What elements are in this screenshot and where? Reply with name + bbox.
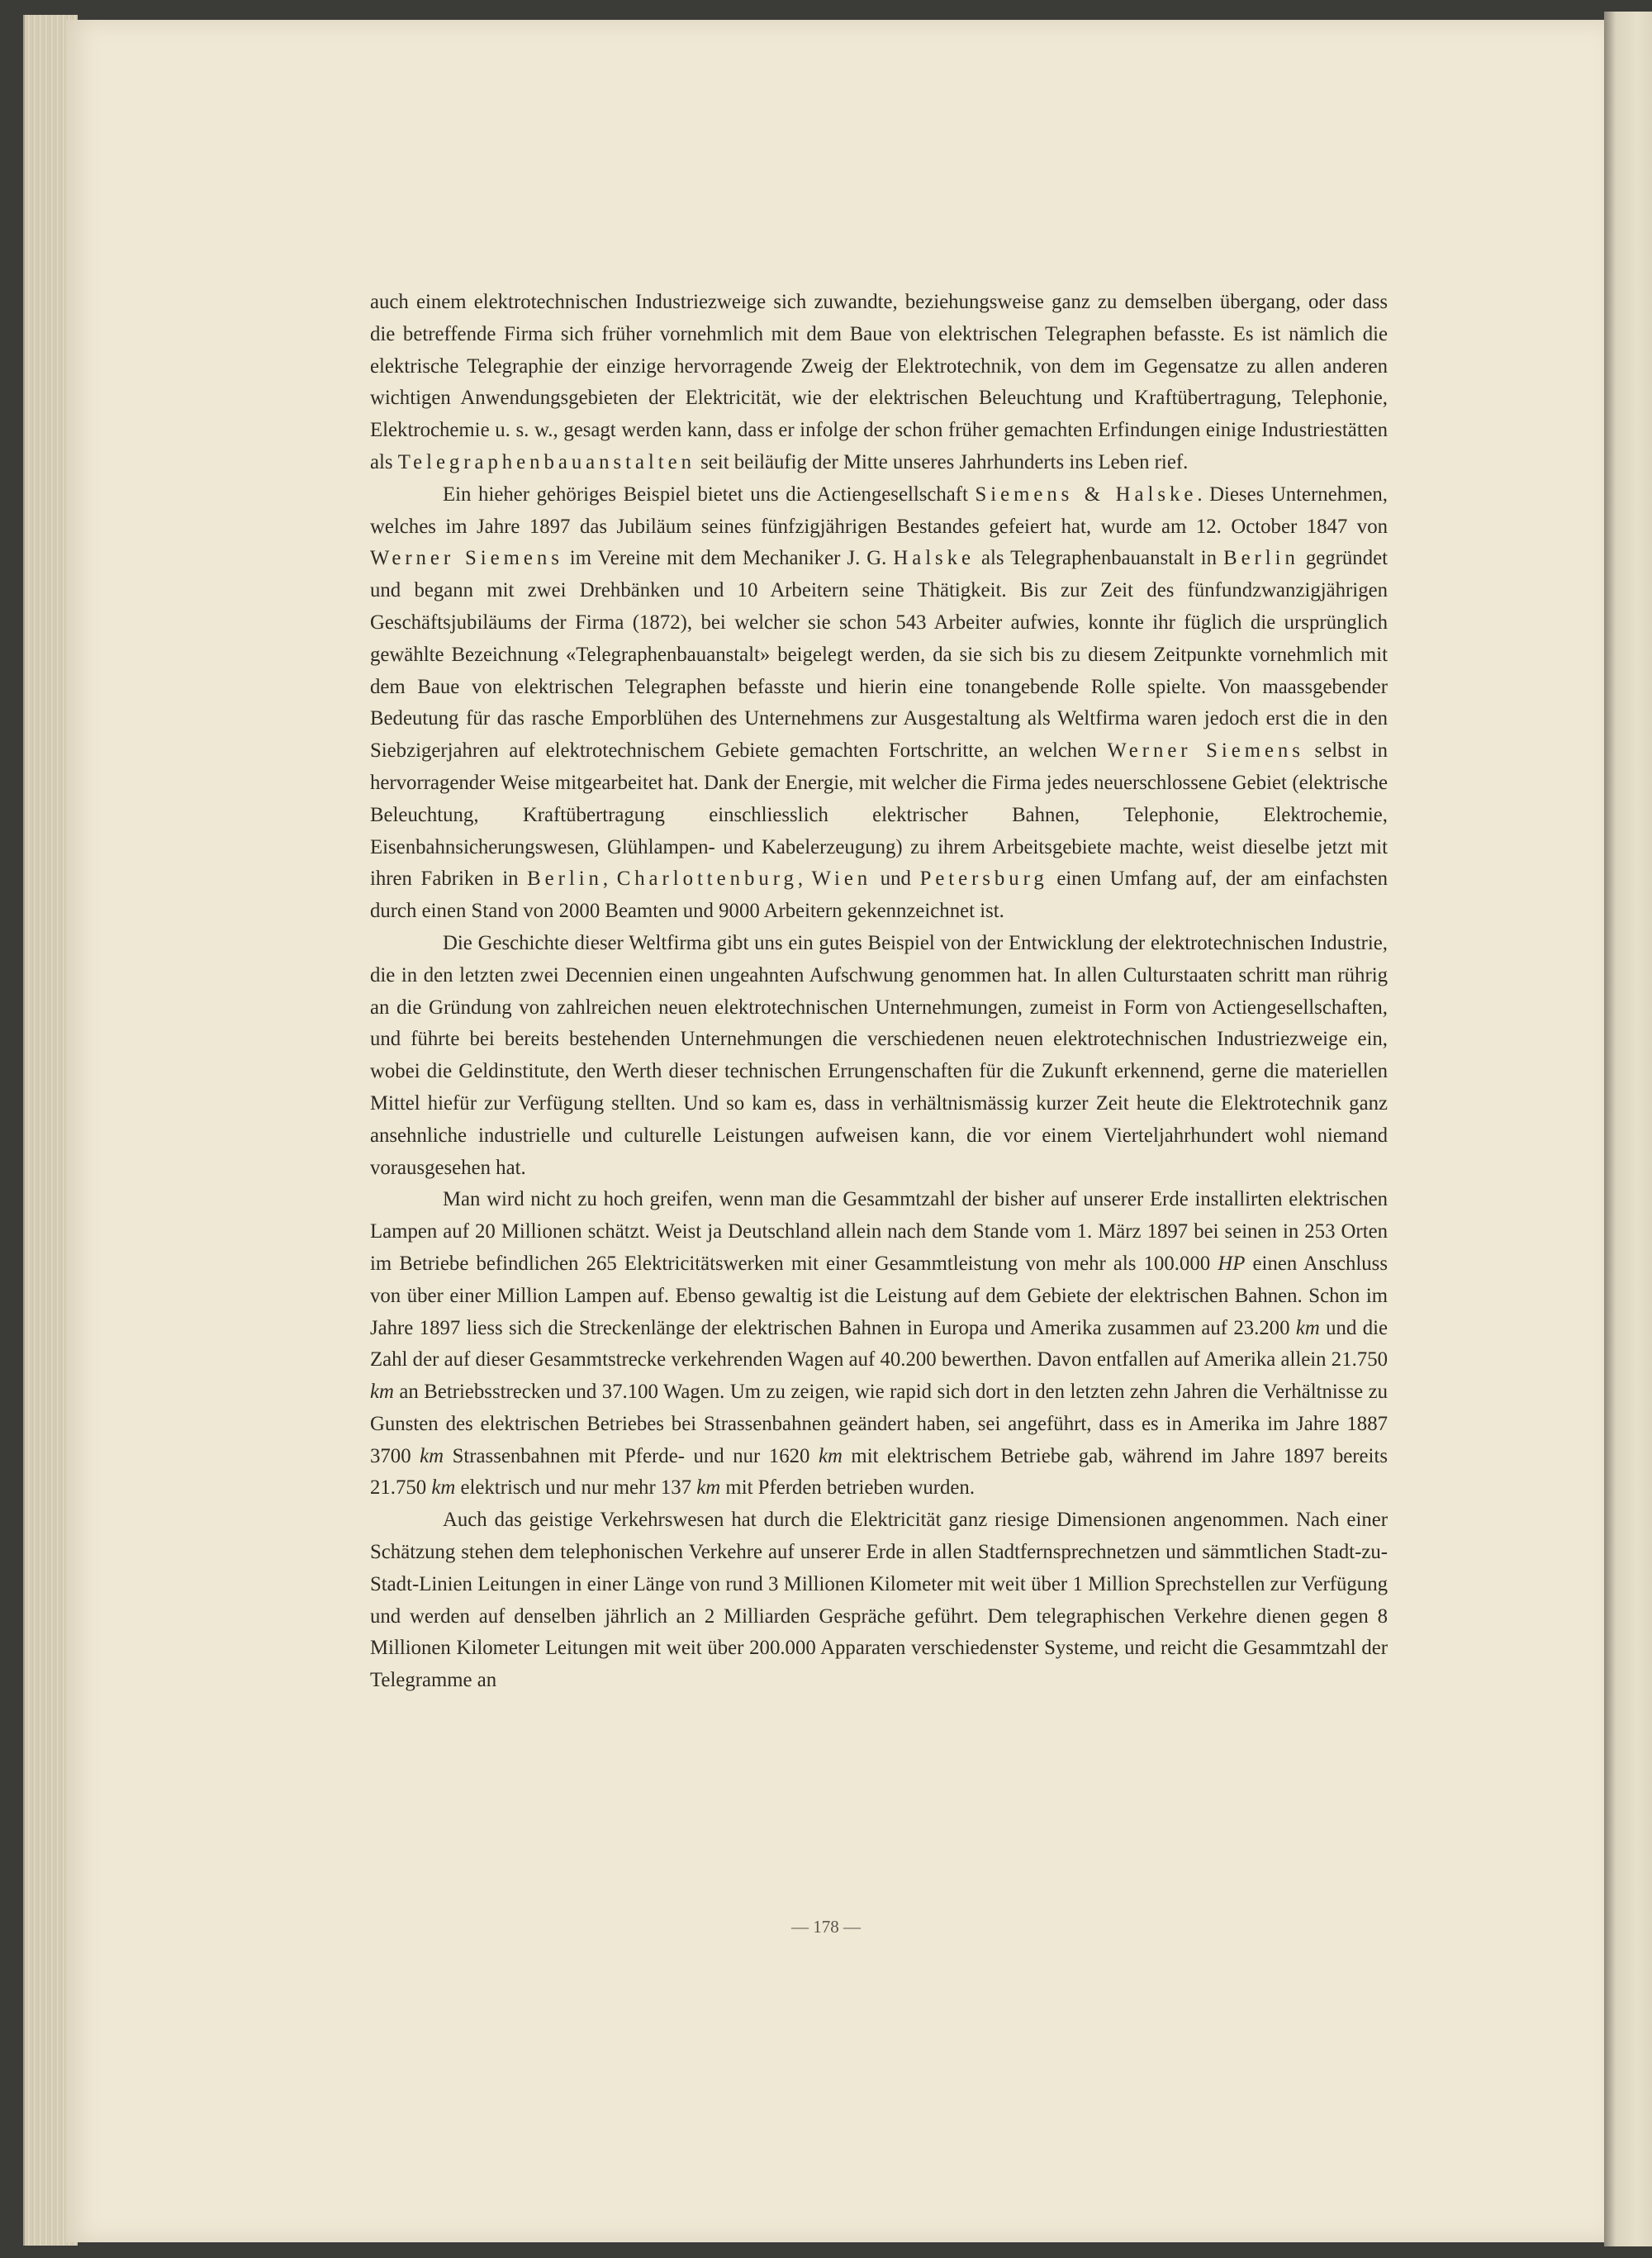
spaced-name: Petersburg <box>919 868 1048 891</box>
text-run: einen Umfang auf, der am einfachsten durch einen Stand von 2000 Beamten und 9000 Arbeitern gekennzeichnet ist. <box>370 868 1389 923</box>
text-run: an Betriebsstrecken und 37.100 Wagen. Um zu zeigen, wie rapid sich dort in den letzten zehn Jahren die Verhältnisse zu Gunsten des elektrischen Betriebes bei Strassenbahnen geändert haben, sei angeführt, dass es in Amerika im Jahre 1887 3700 <box>370 1381 1388 1467</box>
text-run: gegründet und begann mit zwei Drehbänken und 10 Arbeitern seine Thätigkeit. Bis zur Zeit des fünfundzwanzigjährigen Geschäftsjubiläums der Firma (1872), bei welcher sie schon 543 Arbeiter aufwies, konnte ihr füglich die ursprünglich gewählte Bezeichnung «Telegraphenbauanstalt» beigelegt werden, da sie sich bis zu diesem Zeitpunkte vornehmlich mit dem Baue von elektrischen Telegraphen befasste und hierin eine tonangebende Rolle spielte. Von maassgebender Bedeutung für das rasche Emporblühen des Unternehmens zur Ausgestaltung als Weltfirma waren jedoch erst die in den Siebzigerjahren auf elektrotechnischem Gebiete gemachten Fortschritte, an welchen <box>370 547 1388 763</box>
text-run: Die Geschichte dieser Weltfirma gibt uns ein gutes Beispiel von der Entwicklung der elektrotechnischen Industrie, die in den letzten zwei Decennien einen ungeahnten Aufschwung genommen hat. In allen Culturstaaten schritt man rührig an die Gründung von zahlreichen neuen elektrotechnischen Unternehmungen, zumeist in Form von Actiengesellschaften, und führte bei bereits bestehenden Unternehmungen die verschiedenen neuen elektrotechnischen Industriezweige ein, wobei die Geldinstitute, den Werth dieser technischen Errungenschaften für die Zukunft erkennend, gerne die materiellen Mittel hiefür zur Verfügung stellten. Und so kam es, dass in verhältnismässig kurzer Zeit heute die Elektrotechnik ganz ansehnliche industrielle und culturelle Leistungen aufweisen kann, die vor einem Vierteljahrhundert wohl niemand vorausgesehen hat. <box>370 931 1388 1179</box>
text-run: einen Anschluss von über einer Million Lampen auf. Ebenso gewaltig ist die Leistung auf dem Gebiete der elektrischen Bahnen. Schon im Jahre 1897 liess sich die Streckenlänge der elektrischen Bahnen in Europa und Amerika zusammen auf 23.200 <box>370 1252 1388 1339</box>
facing-page-edge <box>1604 12 1652 2246</box>
italic-unit: km <box>696 1476 721 1500</box>
italic-unit: km <box>1295 1316 1320 1339</box>
italic-unit: km <box>420 1444 444 1467</box>
text-run: , <box>797 868 812 891</box>
paragraph <box>370 287 1388 479</box>
text-run: mit Pferden betrieben wurden. <box>720 1476 976 1500</box>
text-run: , <box>602 868 617 891</box>
italic-unit: HP <box>1218 1252 1246 1275</box>
spaced-name: Werner Siemens <box>370 547 563 570</box>
text-run: im Vereine mit dem Mechaniker J. G. <box>563 547 894 570</box>
italic-unit: km <box>431 1476 456 1500</box>
spaced-name: Halske <box>893 547 975 570</box>
spaced-name: Siemens & Halske <box>975 482 1198 506</box>
paragraph <box>370 479 1388 928</box>
text-run: Man wird nicht zu hoch greifen, wenn man die Gesammtzahl der bisher auf unserer Erde installirten elektrischen Lampen auf 20 Millionen schätzt. Weist ja Deutschland allein nach dem Stande vom 1. März 1897 bei seinen in 253 Orten im Betriebe befindlichen 265 Elektricitätswerken mit einer Gesammtleistung von mehr als 100.000 <box>370 1188 1388 1275</box>
text-run: Strassenbahnen mit Pferde- und nur 1620 <box>444 1444 819 1467</box>
text-run: und die Zahl der auf dieser Gesammtstrecke verkehrenden Wagen auf 40.200 bewerthen. Davon entfallen auf Amerika allein 21.750 <box>370 1316 1388 1371</box>
page-number: — 178 — <box>791 1917 861 1937</box>
text-run: Ein hieher gehöriges Beispiel bietet uns die Actiengesellschaft <box>443 482 976 506</box>
spaced-name: Berlin <box>527 868 603 891</box>
spaced-name: Wien <box>811 868 872 891</box>
paragraph <box>370 928 1388 1184</box>
text-run: und <box>871 868 920 891</box>
italic-unit: km <box>818 1444 843 1467</box>
spaced-name: Charlottenburg <box>616 868 798 891</box>
paragraph <box>370 1184 1388 1505</box>
italic-unit: km <box>370 1381 394 1404</box>
text-run: selbst in hervorragender Weise mitgearbeitet hat. Dank der Energie, mit welcher die Firma jedes neuerschlossene Gebiet (elektrische Beleuchtung, Kraftübertragung einschliesslich elektrischer Bahnen, Telephonie, Elektrochemie, Eisenbahnsicherungswesen, Glühlampen- und Kabelerzeugung) zu ihrem Arbeitsgebiete machte, weist dieselbe jetzt mit ihren Fabriken in <box>370 739 1388 891</box>
spaced-name: Berlin <box>1223 547 1299 570</box>
text-run: Auch das geistige Verkehrswesen hat durch die Elektricität ganz riesige Dimensionen angenommen. Nach einer Schätzung stehen dem telephonischen Verkehre auf unserer Erde in allen Stadtfernsprechnetzen und sämmtlichen Stadt-zu-Stadt-Linien Leitungen in einer Länge von rund 3 Millionen Kilometer mit weit über 1 Million Sprechstellen zur Verfügung und werden auf denselben jährlich an 2 Milliarden Gespräche geführt. Dem telegraphischen Verkehre dienen gegen 8 Millionen Kilometer Leitungen mit weit über 200.000 Apparaten verschiedenster Systeme, und reicht die Gesammtzahl der Telegramme an <box>370 1509 1388 1692</box>
text-run: auch einem elektrotechnischen Industriezweige sich zuwandte, beziehungsweise ganz zu demselben übergang, oder dass die betreffende Firma sich früher vornehmlich mit dem Baue von elektrischen Telegraphen befasste. Es ist nämlich die elektrische Telegraphie der einzige hervorragende Zweig der Elektrotechnik, von dem im Gegensatze zu allen anderen wichtigen Anwendungsgebieten der Elektricität, wie der elektrischen Beleuchtung und Kraftübertragung, Telephonie, Elektrochemie u. s. w., gesagt werden kann, dass er infolge der schon früher gemachten Erfindungen einige Industriestätten als <box>370 291 1388 473</box>
paragraph <box>370 1505 1388 1697</box>
text-run: seit beiläufig der Mitte unseres Jahrhunderts ins Leben rief. <box>695 450 1189 473</box>
body-text <box>370 287 1388 1697</box>
spaced-name: Telegraphenbauanstalten <box>397 450 695 473</box>
spaced-name: Werner Siemens <box>1107 739 1304 763</box>
text-run: . Dieses Unternehmen, welches im Jahre 1897 das Jubiläum seines fünfzigjährigen Bestandes gefeiert hat, wurde am 12. October 1847 von <box>370 482 1388 538</box>
text-run: elektrisch und nur mehr 137 <box>455 1476 697 1500</box>
text-run: als Telegraphenbauanstalt in <box>975 547 1224 570</box>
text-run: mit elektrischem Betriebe gab, während im Jahre 1897 bereits 21.750 <box>370 1444 1388 1500</box>
